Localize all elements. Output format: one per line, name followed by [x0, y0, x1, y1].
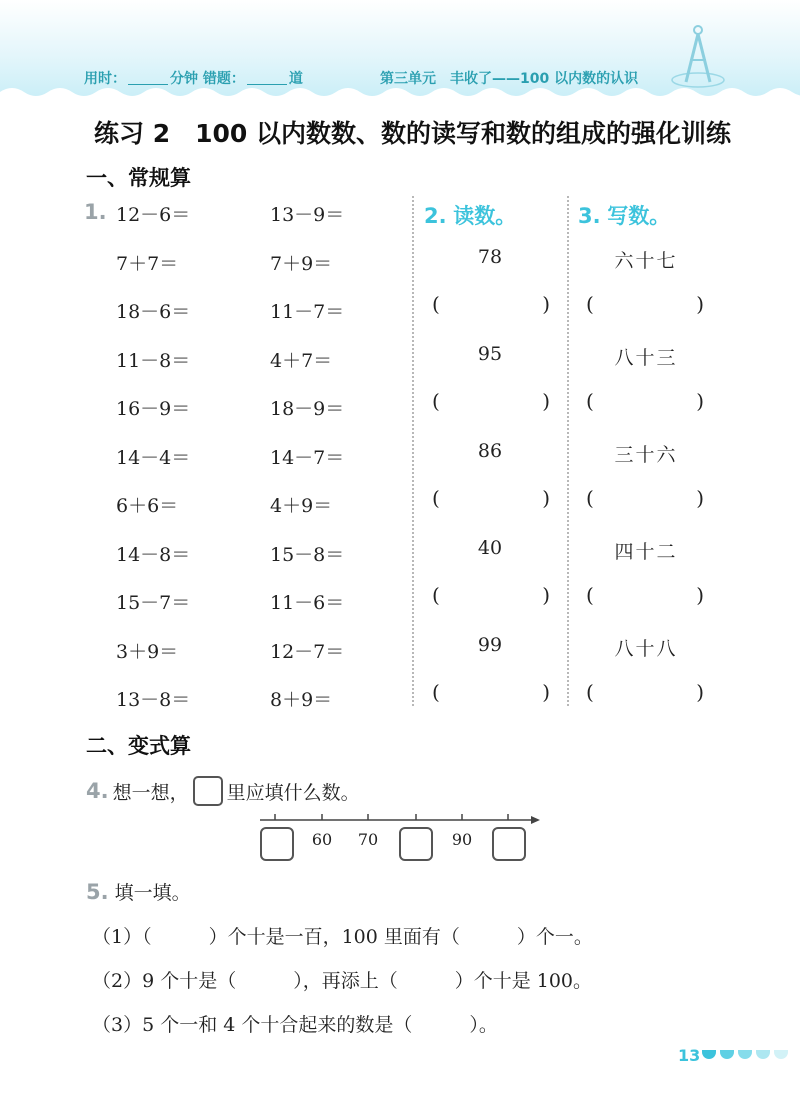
paren-open: (	[586, 583, 594, 607]
answer-parentheses[interactable]	[432, 389, 550, 413]
paren-close: )	[696, 680, 704, 704]
answer-parentheses[interactable]	[432, 292, 550, 316]
answer-parentheses[interactable]	[586, 389, 704, 413]
compass-icon	[668, 22, 728, 92]
answer-parentheses[interactable]	[586, 292, 704, 316]
tick-label-70: 70	[357, 830, 379, 849]
tick-label-90: 90	[451, 830, 473, 849]
questions-label: 道	[288, 71, 303, 87]
number-words: 六十七	[614, 250, 678, 272]
number-to-read: 95	[477, 343, 503, 365]
equation[interactable]: 8＋9＝	[270, 689, 333, 711]
number-words: 八十八	[614, 638, 678, 660]
answer-box-1	[261, 828, 293, 860]
page-dot-2	[720, 1050, 734, 1059]
answer-parentheses[interactable]	[586, 486, 704, 510]
equation[interactable]: 14－7＝	[270, 446, 345, 469]
q3-label: 写数。	[607, 204, 671, 228]
divider-line-1	[412, 196, 414, 706]
page-dot-4	[756, 1050, 770, 1059]
q3-heading	[578, 200, 670, 230]
q2-label: 读数。	[453, 204, 517, 228]
answer-box-3	[493, 828, 525, 860]
paren-open: (	[432, 292, 440, 316]
equation[interactable]: 13－8＝	[116, 689, 191, 711]
errors-blank[interactable]	[247, 71, 287, 85]
equation[interactable]: 15－7＝	[116, 592, 191, 614]
tick-label-60: 60	[311, 830, 333, 849]
exercise-title: 练习 2 100 以内数数、数的读写和数的组成的强化训练	[94, 119, 731, 148]
q3-number: 3.	[578, 204, 601, 228]
q4-prompt	[86, 776, 360, 806]
q4-number: 4.	[86, 779, 109, 803]
q5-line-3: （3）5 个一和 4 个十合起来的数是（ ）。	[92, 1014, 498, 1036]
number-words: 四十二	[614, 541, 678, 563]
paren-close: )	[696, 486, 704, 510]
equation[interactable]: 13－9＝	[270, 204, 345, 226]
time-label: 用时：	[84, 71, 126, 87]
number-to-read: 99	[477, 634, 503, 656]
number-to-read: 40	[477, 537, 503, 559]
errors-label: 错题：	[202, 71, 245, 87]
equation[interactable]: 14－4＝	[116, 446, 191, 469]
paren-close: )	[696, 389, 704, 413]
paren-close: )	[542, 389, 550, 413]
paren-open: (	[586, 680, 594, 704]
equation[interactable]: 4＋9＝	[270, 495, 333, 517]
equation[interactable]: 11－8＝	[116, 349, 191, 372]
equation[interactable]: 15－8＝	[270, 543, 345, 566]
paren-close: )	[542, 680, 550, 704]
answer-parentheses[interactable]	[432, 486, 550, 510]
paren-open: (	[586, 389, 594, 413]
answer-box-example	[193, 776, 223, 806]
equation[interactable]: 12－7＝	[270, 640, 345, 663]
unit-title: 第三单元 丰收了——100 以内数的认识	[380, 71, 639, 87]
answer-parentheses[interactable]	[432, 583, 550, 607]
q5-line-1: （1）（ ）个十是一百，100 里面有（ ）个一。	[92, 926, 593, 948]
q1-number: 1.	[84, 200, 107, 224]
section-heading-1: 一、常规算	[86, 166, 191, 190]
time-blank[interactable]	[128, 71, 168, 85]
number-to-read: 86	[477, 440, 503, 462]
paren-open: (	[432, 486, 440, 510]
time-errors-record	[84, 68, 303, 88]
equation[interactable]: 4＋7＝	[270, 349, 333, 372]
q4-text-before: 想一想，	[112, 781, 189, 804]
q2-number: 2.	[424, 204, 447, 228]
number-line-arrow	[531, 816, 540, 824]
equation[interactable]: 11－6＝	[270, 592, 345, 614]
paren-open: (	[432, 389, 440, 413]
q4-text-after: 里应填什么数。	[226, 781, 360, 804]
page-dot-1	[702, 1050, 716, 1059]
paren-close: )	[542, 292, 550, 316]
number-words: 八十三	[614, 347, 678, 369]
equation[interactable]: 3＋9＝	[116, 640, 179, 663]
q2-heading	[424, 200, 516, 230]
number-to-read: 78	[477, 246, 503, 268]
answer-parentheses[interactable]	[586, 680, 704, 704]
answer-box-2	[400, 828, 432, 860]
paren-open: (	[432, 583, 440, 607]
section-heading-2: 二、变式算	[86, 734, 191, 758]
equation[interactable]: 11－7＝	[270, 301, 345, 323]
equation[interactable]: 16－9＝	[116, 398, 191, 420]
equation[interactable]: 14－8＝	[116, 543, 191, 566]
number-line	[250, 806, 550, 866]
equation[interactable]: 18－9＝	[270, 398, 345, 420]
equation[interactable]: 12－6＝	[116, 204, 191, 226]
paren-close: )	[696, 583, 704, 607]
equation[interactable]: 6＋6＝	[116, 495, 179, 517]
equation[interactable]: 7＋7＝	[116, 252, 179, 275]
number-words: 三十六	[614, 444, 678, 466]
minutes-label: 分钟	[170, 71, 198, 87]
page-dot-3	[738, 1050, 752, 1059]
equation[interactable]: 18－6＝	[116, 301, 191, 323]
q5-label: 填一填。	[114, 882, 191, 904]
answer-parentheses[interactable]	[432, 680, 550, 704]
equation[interactable]: 7＋9＝	[270, 252, 333, 275]
paren-open: (	[586, 486, 594, 510]
q5-prompt	[86, 878, 191, 905]
page-dot-5	[774, 1050, 788, 1059]
paren-close: )	[542, 486, 550, 510]
q5-number: 5.	[86, 880, 109, 904]
page-number: 13	[678, 1046, 701, 1065]
answer-parentheses[interactable]	[586, 583, 704, 607]
divider-line-2	[567, 196, 569, 706]
paren-close: )	[542, 583, 550, 607]
paren-close: )	[696, 292, 704, 316]
paren-open: (	[432, 680, 440, 704]
paren-open: (	[586, 292, 594, 316]
q5-line-2: （2）9 个十是（ ），再添上（ ）个十是 100。	[92, 970, 593, 992]
